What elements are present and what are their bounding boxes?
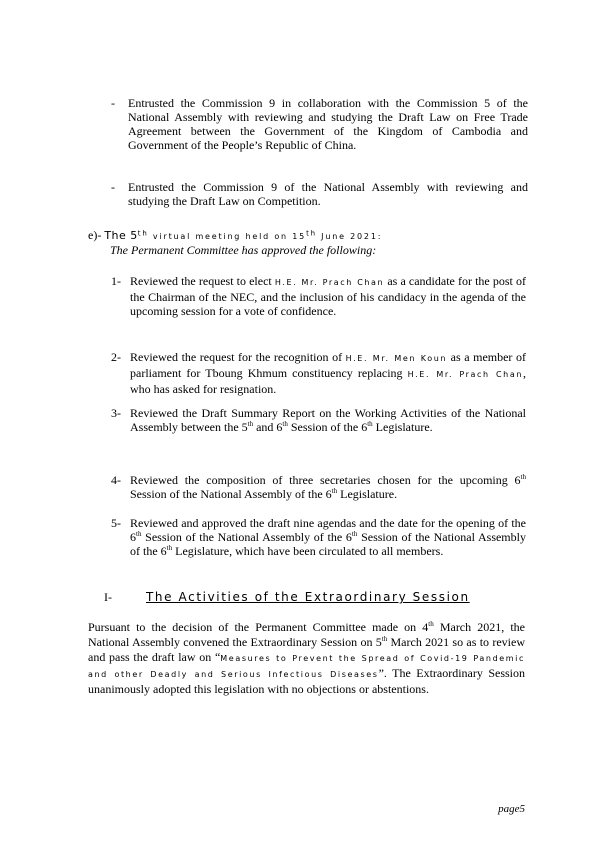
page-number: page5 [498, 803, 525, 815]
list-item: Reviewed the request for the recognition of H.E. Mr. Men Koun as a member of parliament for Tboung Khmum constituency replacing H.E. Mr. Prach Chan, who has asked for resignation. [130, 350, 527, 397]
meeting-title: The 5th virtual meeting held on 15th June 2021: [104, 229, 383, 242]
list-item: Reviewed the Draft Summary Report on the Working Activities of the National Assembly between the 5th and 6th Session of the 6th Legislature. [130, 406, 526, 435]
body-paragraph: Pursuant to the decision of the Permanent Committee made on 4th March 2021, the National Assembly convened the Extraordinary Session on 5th March 2021 so as to review and pass the draft law on “Measures to Prevent the Spread of Covid-19 Pandemic and other Deadly and Serious Infectious Diseases”. The Extraordinary Session unanimously adopted this legislation with no objections or abstentions. [88, 620, 526, 696]
meeting-label: e)- [88, 228, 102, 242]
list-item: Reviewed the request to elect H.E. Mr. Prach Chan as a candidate for the post of the Chairman of the NEC, and the inclusion of his candidacy in the agenda of the upcoming session for a vote of confidence. [130, 274, 526, 319]
item-number: 1- [111, 274, 121, 288]
section-title: The Activities of the Extraordinary Session [146, 590, 470, 604]
bullet-text: Entrusted the Commission 9 in collaboration with the Commission 5 of the National Assembly with reviewing and studying the Draft Law on Free Trade Agreement between the Government of the Kingdom of Cambodia and Government of the People’s Republic of China. [128, 96, 528, 152]
item-number: 5- [111, 516, 121, 530]
person-name: H.E. Mr. Prach Chan [407, 370, 523, 380]
item-number: 4- [111, 473, 121, 487]
item-number: 3- [111, 406, 121, 420]
person-name: H.E. Mr. Men Koun [345, 354, 448, 363]
list-item: Reviewed the composition of three secretaries chosen for the upcoming 6th Session of the National Assembly of the 6th Legislature. [130, 473, 526, 502]
section-number: I- [104, 590, 112, 604]
meeting-heading [88, 228, 382, 244]
item-number: 2- [111, 350, 121, 364]
bullet-text: Entrusted the Commission 9 of the National Assembly with reviewing and studying the Draft Law on Competition. [128, 180, 528, 208]
bullet-marker: - [111, 96, 115, 110]
list-item: Reviewed and approved the draft nine agendas and the date for the opening of the 6th Session of the National Assembly of the 6th Session of the National Assembly of the 6th Legislature, which have been circulated to all members. [130, 516, 526, 559]
bullet-marker: - [111, 180, 115, 194]
meeting-subtitle: The Permanent Committee has approved the following: [110, 243, 377, 257]
person-name: H.E. Mr. Prach Chan [274, 278, 385, 287]
law-title: Measures to Prevent the Spread of Covid-19 Pandemic and other Deadly and Serious Infectious Diseases [88, 654, 525, 679]
